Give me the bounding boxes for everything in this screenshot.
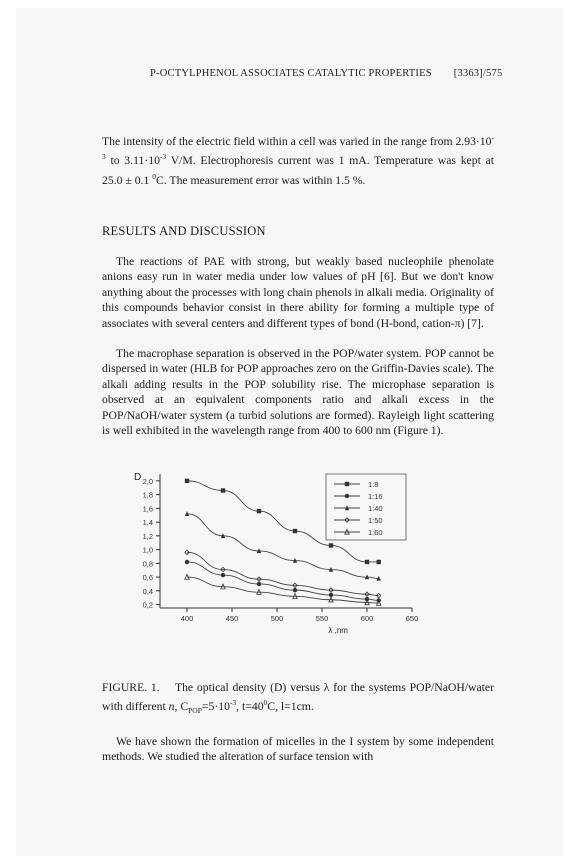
y-tick-label: 1,8 [142, 490, 153, 500]
caption-exponent: -3 [229, 698, 237, 708]
series-1-16 [185, 560, 381, 603]
legend-entry [334, 516, 383, 525]
intro-exponent-2: -3 [159, 152, 167, 162]
caption-text-2: , C [174, 700, 189, 714]
y-tick-label: 0,8 [142, 559, 153, 569]
figure-label: FIGURE. 1. [102, 681, 160, 694]
legend-marker [345, 494, 349, 498]
legend-label: 1:8 [368, 480, 379, 489]
series-line [187, 562, 379, 600]
page-reference: [3363]/575 [453, 68, 503, 79]
data-point [185, 560, 189, 564]
y-tick-label: 0,2 [142, 600, 153, 610]
legend-entry [334, 480, 378, 489]
intro-text-3: V/M. Electrophoresis current was 1 mA. Temperature was kept at 25.0 ± 0.1 [102, 154, 494, 187]
intro-paragraph [102, 130, 494, 188]
intro-degree: 0 [152, 171, 156, 181]
data-point [329, 543, 333, 547]
body-paragraph-2: The macrophase separation is observed in the POP/water system. POP cannot be dispersed in water (HLB for POP approaches zero on the Griffin-Davies scale). The alkali adding results in the POP solubility rise. The microphase separation is observed at an equivalent components ratio and alkali excess in the POP/NaOH/water system (a turbid solutions are formed). Rayleigh light scattering is well exhibited in the wavelength range from 400 to 600 nm (Figure 1). [102, 347, 494, 438]
data-point [365, 560, 369, 564]
y-tick-label: 1,6 [142, 504, 153, 514]
closing-paragraph: We have shown the formation of micelles in the I system by some independent methods. We studied the alteration of surface tension with [102, 735, 494, 764]
x-tick-label: 400 [180, 614, 194, 623]
caption-text-1: The optical density (D) versus λ for the systems POP/NaOH/water with different [102, 681, 494, 714]
body-paragraph-1: The reactions of PAE with strong, but weakly based nucleophile phenolate anions easy run in water media under low values of pH [6]. But we don't know anything about the processes with long chain phenols in alkali media. Originality of this compounds behavior consist in there ability for forming a multiple type of associates with several centers and different types of bond (H-bond, cation-π) [7]. [102, 255, 494, 330]
data-point [221, 573, 225, 577]
y-tick-label: 0,6 [142, 573, 153, 583]
series-1-60 [185, 574, 381, 605]
y-tick-label: 1,2 [142, 531, 153, 541]
legend-label: 1:40 [368, 504, 383, 513]
data-point [293, 588, 297, 592]
legend-label: 1:60 [368, 528, 383, 537]
running-header [150, 68, 502, 79]
legend-label: 1:16 [368, 492, 383, 501]
series-line [187, 481, 379, 562]
x-tick-label: 500 [270, 614, 284, 623]
series-line [187, 577, 379, 603]
y-axis-label: D [134, 472, 142, 483]
x-axis-label: λ ,nm [328, 626, 348, 635]
y-tick-label: 1,4 [142, 518, 153, 528]
legend-entry [334, 504, 383, 513]
x-tick-label: 450 [225, 614, 239, 623]
x-tick-label: 650 [405, 614, 419, 623]
x-tick-label: 550 [315, 614, 329, 623]
caption-text-3: =5·10 [201, 700, 230, 714]
data-point [257, 509, 261, 513]
intro-exponent-1: -3 [102, 133, 494, 162]
figure-caption [102, 680, 494, 719]
caption-subscript: POP [188, 706, 202, 716]
data-point [185, 479, 189, 483]
legend-entry [334, 528, 383, 537]
y-tick-label: 1,0 [142, 545, 153, 555]
series-1-40 [185, 511, 381, 580]
intro-text-4: C. The measurement error was within 1.5 %. [156, 173, 366, 187]
running-title: P-OCTYLPHENOL ASSOCIATES CATALYTIC PROPERTIES [150, 68, 432, 79]
intro-text-1: The intensity of the electric field within a cell was varied in the range from 2.93·10 [102, 134, 492, 148]
y-tick-label: 2,0 [142, 476, 153, 486]
caption-text-5: C, l=1cm. [267, 700, 314, 714]
section-heading: RESULTS AND DISCUSSION [102, 224, 266, 238]
caption-n: n [168, 700, 175, 714]
optical-density-chart [130, 466, 420, 646]
data-point [293, 529, 297, 533]
chart-legend [326, 474, 406, 540]
intro-text-2: to 3.11·10 [105, 154, 160, 168]
legend-entry [334, 492, 383, 501]
caption-text-4: , t=40 [236, 700, 264, 714]
caption-degree: 0 [263, 698, 268, 708]
data-point [221, 488, 225, 492]
legend-label: 1:50 [368, 516, 383, 525]
series-1-8 [185, 479, 381, 564]
y-tick-label: 0,4 [142, 586, 153, 596]
x-tick-label: 600 [360, 614, 374, 623]
data-point [377, 560, 381, 564]
chart-series [185, 479, 381, 606]
legend-marker [345, 482, 349, 486]
data-point [257, 582, 261, 586]
